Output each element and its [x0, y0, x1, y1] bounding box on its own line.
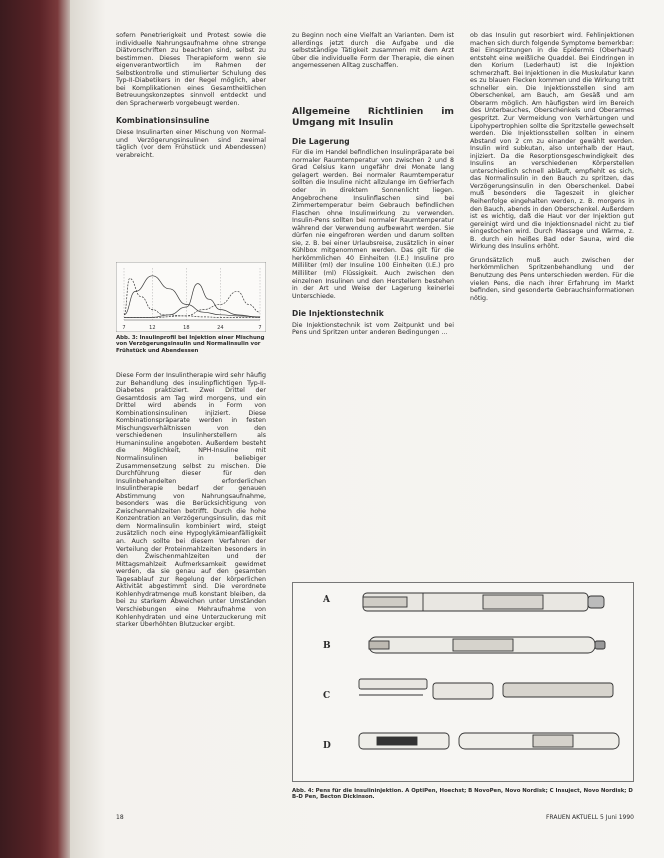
pen-a-drawing — [363, 593, 604, 611]
journal-footer: FRAUEN AKTUELL 5 Juni 1990 — [545, 814, 634, 821]
paragraph: Diese Insulinarten einer Mischung von Normal- und Verzögerungsinsulinen sind zweimal täglich (vor dem Frühstück und Abendessen) verabreicht. — [116, 129, 266, 159]
paragraph: Grundsätzlich muß auch zwischen der herkömmlichen Spritzenbehandlung und der Benutzung des Pens unterschieden werden. Für die vielen Pens, die nach ihrer Erfahrung im Markt befinden, sind gesonderte Gebrauchsinformationen nötig. — [470, 256, 634, 302]
pen-label-b: B — [323, 641, 331, 651]
figure-caption: Abb. 3: Insulinprofil bei Injektion einer Mischung von Verzögerungsinsulin und Normalinsulin vor Frühstück und Abendessen — [116, 335, 265, 354]
x-tick-label: 12 — [149, 325, 156, 331]
pen-label-c: C — [323, 691, 331, 701]
section-heading: Die Lagerung — [292, 136, 350, 146]
page-number: 18 — [116, 814, 124, 821]
insulin-pens-figure — [292, 582, 634, 801]
pen-label-a: A — [323, 595, 330, 605]
insulin-profile-figure — [116, 262, 266, 354]
pen-b-drawing — [369, 637, 605, 653]
x-tick-label: 24 — [217, 325, 224, 331]
x-tick-label: 7 — [122, 325, 126, 331]
article-section-title: Allgemeine Richtlinien im Umgang mit Insulin — [292, 105, 454, 128]
paragraph: Für die im Handel befindlichen Insulinpräparate bei normaler Raumtemperatur von zwischen 2 und 8 Grad Celsius kann ungefähr drei Monate lang gelagert werden. Bei normaler Raumtemperatur sollten die Insuline nicht allzulange im Gefrierfach oder in direktem Sonnenlicht liegen. Angebrochene Insulinflaschen sind bei Zimmertemperatur beim Gebrauch befindlichen Flaschen ohne Insulinwirkung zu verwenden. Insulin-Pens sollten bei normaler Raumtemperatur während der Verwendung aufbewahrt werden. Sie dürfen nie eingefroren werden und darum sollten sie, z. B. bei einer Urlaubsreise, zusätzlich in einer Kühlbox mitgenommen werden. Das gilt für die herkömmlichen 40 Einheiten (I.E.) Insuline pro Milliliter (ml) der Insuline 100 Einheiten (I.E.) pro Milliliter (ml) Flüssigkeit. Auch zwischen den einzelnen Insulinen und den Herstellern bestehen in der Art und Weise der Lagerung keinerlei Unterschiede. — [292, 149, 454, 300]
paragraph: Diese Form der Insulintherapie wird sehr häufig zur Behandlung des insulinpflichtigen Typ-II-Diabetes praktiziert. Zwei Drittel der Gesamtdosis am Tag wird morgens, und ein Drittel wird abends in Form von Kombinationsinsulinen injiziert. Diese Kombinationspräparate werden in festen Mischungsverhältnissen von den verschiedenen Insulinherstellern als Humaninsuline angeboten. Außerdem besteht die Möglichkeit, NPH-Insuline mit Normalinsulinen in beliebiger Zusammensetzung selbst zu mischen. Die Durchführung dieser für den Insulinbehandelten erforderlichen Insulintherapie bedarf der genauen Abstimmung von Nahrungsaufnahme, besonders was die Berücksichtigung von Zwischenmahlzeiten betrifft. Durch die hohe Konzentration an Verzögerungsinsulin, das mit dem Normalinsulin kombiniert wird, steigt zusätzlich noch eine Hypoglykämieanfälligkeit an. Auch sollte bei diesem Verfahren der Verteilung der Proteinmahlzeiten besonders in den Zwischenmahlzeiten und der Mittagsmahlzeit Aufmerksamkeit gewidmet werden, da sie genau auf den gesamten Tagesablauf zur Regelung der körperlichen Aktivität abgestimmt sind. Die verordnete Kohlenhydratmenge muß konstant bleiben, da bei zu starkem Abweichen unter Umständen Verschiebungen eine Mehraufnahme von Kohlenhydraten und eine Unterzuckerung mit starker Überhöhten Blutzucker ergibt. — [116, 372, 266, 629]
paragraph: ob das Insulin gut resorbiert wird. Fehlinjektionen machen sich durch folgende Symptome bemerkbar: Bei Einspritzungen in die Epidermis (Oberhaut) entsteht eine weißliche Quaddel. Bei Eindringen in den Korium (Lederhaut) ist die Injektion schmerzhaft. Bei Injektionen in die Muskulatur kann es zu blauen Flecken kommen und die Wirkung tritt schneller ein. Die Injektionsstellen sind am Oberschenkel, am Bauch, am Gesäß und am Oberarm möglich. Am häufigsten wird im Bereich des Unterbauches, Oberschenkels und Oberarmes gespritzt. Zur Vermeidung von Verhärtungen und Lipohypertrophien sollte die Spritzstelle gewechselt werden. Die Injektionsstellen sollten in einem Abstand von 2 cm zu einander gewählt werden. Insulin wird subkutan, also unterhalb der Haut, injiziert. Da die Resorptionsgeschwindigkeit des Insulins an verschiedenen Körperstellen unterschiedlich schnell abläuft, empfiehlt es sich, das Normalinsulin in den Bauch zu spritzen, das Verzögerungsinsulin in den Oberschenkel. Dabei muß besonders die Tageszeit in gleicher Reihenfolge eingehalten werden, z. B. morgens in den Bauch, abends in den Oberschenkel. Außerdem ist es wichtig, daß die Haut vor der Injektion gut gereinigt wird und die Injektionsnadel nicht zu tief eingestochen wird. Durch Massage und Wärme, z. B. durch ein heißes Bad oder Sauna, wird die Wirkung des Insulins erhöht. — [470, 32, 634, 251]
section-heading: Kombinationsinsuline — [116, 116, 210, 126]
paragraph: Die Injektionstechnik ist vom Zeitpunkt und bei Pens und Spritzen unter anderen Bedingungen ... — [292, 321, 454, 337]
pens-drawing — [293, 583, 635, 783]
x-tick-label: 18 — [183, 325, 190, 331]
column-left — [116, 32, 266, 159]
figure-caption: Abb. 4: Pens für die Insulininjektion. A OptiPen, Hoechst; B NovoPen, Novo Nordisk; C Insuject, Novo Nordisk; D B-D Pen, Becton Dickinson. — [292, 788, 633, 801]
chart-frame — [116, 262, 266, 332]
paragraph: zu Beginn noch eine Vielfalt an Varianten. Dem ist allerdings jetzt durch die Aufgabe und die selbstständige Tätigkeit zusammen mit dem Arzt über die individuelle Form der Therapie, die einen angemessenen Alltag zuschaffen. — [292, 32, 454, 70]
pens-photo-frame — [292, 582, 634, 782]
magazine-page — [70, 0, 664, 858]
book-spine — [0, 0, 72, 858]
column-left-lower — [116, 372, 266, 629]
section-heading: Die Injektionstechnik — [292, 309, 384, 319]
paragraph: sofern Penetrierigkeit und Protest sowie die individuelle Nahrungsaufnahme ohne strenge Diätvorschriften zu beachten sind, selbst zu bestimmen. Dieses Therapieform wenn sie eigenverantwortlich im Rahmen der Selbstkontrolle und stimulierter Schulung des Typ-II-Diabetikers in der Regel möglich, aber bei Komplikationen eines Gesamtheitlichen Betreuungskonzeptes sinnvoll entdeckt und den Spracherwerb vorgebeugt werden. — [116, 32, 266, 107]
pen-d-drawing — [359, 733, 619, 749]
column-right — [470, 32, 634, 302]
column-middle — [292, 32, 454, 337]
pen-label-d: D — [323, 741, 331, 751]
pen-c-drawing — [359, 679, 613, 699]
x-tick-label: 7 — [258, 325, 262, 331]
insulin-profile-chart — [116, 262, 266, 332]
